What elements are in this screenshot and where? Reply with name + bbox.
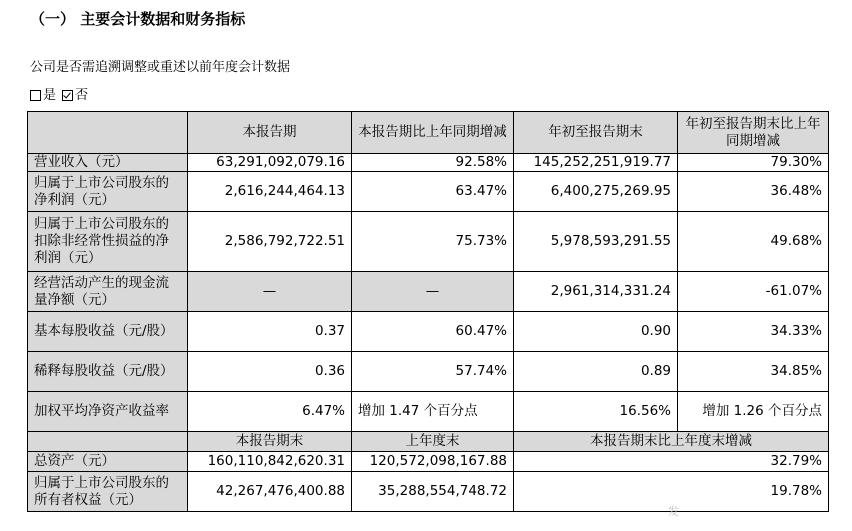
- subheader-last-year-end: 上年度末: [352, 432, 514, 452]
- table-row: [28, 272, 829, 312]
- row-label: 基本每股收益（元/股）: [28, 312, 188, 352]
- cell-change: 32.79%: [514, 452, 829, 472]
- cell-ytd-yoy: 34.33%: [678, 312, 829, 352]
- row-label: 归属于上市公司股东的所有者权益（元）: [28, 472, 188, 512]
- header-current-period: 本报告期: [188, 112, 352, 154]
- row-label: 稀释每股收益（元/股）: [28, 352, 188, 392]
- cell-ytd-yoy: -61.07%: [678, 272, 829, 312]
- cell-ytd: 0.90: [514, 312, 678, 352]
- cell-yoy: 57.74%: [352, 352, 514, 392]
- row-label: 总资产（元）: [28, 452, 188, 472]
- cell-ytd-yoy: 79.30%: [678, 154, 829, 172]
- cell-ytd-yoy: 36.48%: [678, 172, 829, 212]
- cell-ytd: 5,978,593,291.55: [514, 212, 678, 272]
- table-row: [28, 154, 829, 172]
- cell-ytd-yoy: 34.85%: [678, 352, 829, 392]
- table-row: [28, 172, 829, 212]
- cell-ytd-yoy: 49.68%: [678, 212, 829, 272]
- row-label: 加权平均净资产收益率: [28, 392, 188, 432]
- checkbox-empty-icon[interactable]: [30, 90, 41, 101]
- cell-ytd: 2,961,314,331.24: [514, 272, 678, 312]
- cell-period-end: 160,110,842,620.31: [188, 452, 352, 472]
- cell-current: 0.36: [188, 352, 352, 392]
- cell-current: —: [188, 272, 352, 312]
- cell-ytd: 0.89: [514, 352, 678, 392]
- cell-yoy: 75.73%: [352, 212, 514, 272]
- option-no-label: 否: [75, 88, 89, 103]
- cell-last-year-end: 35,288,554,748.72: [352, 472, 514, 512]
- row-label: 归属于上市公司股东的净利润（元）: [28, 172, 188, 212]
- cell-current: 0.37: [188, 312, 352, 352]
- row-label: 营业收入（元）: [28, 154, 188, 172]
- header-ytd: 年初至报告期末: [514, 112, 678, 154]
- row-label: 经营活动产生的现金流量净额（元）: [28, 272, 188, 312]
- watermark: 发: [668, 505, 679, 518]
- section-heading: （一） 主要会计数据和财务指标: [30, 10, 246, 28]
- cell-ytd: 145,252,251,919.77: [514, 154, 678, 172]
- table-row: [28, 352, 829, 392]
- checkbox-checked-icon[interactable]: [62, 90, 73, 101]
- table-row: [28, 472, 829, 512]
- table-header-row: [28, 112, 829, 154]
- table-subheader-row: [28, 432, 829, 452]
- cell-ytd-yoy: 增加 1.26 个百分点: [678, 392, 829, 432]
- cell-ytd: 6,400,275,269.95: [514, 172, 678, 212]
- header-yoy-change: 本报告期比上年同期增减: [352, 112, 514, 154]
- cell-ytd: 16.56%: [514, 392, 678, 432]
- table-row: [28, 392, 829, 432]
- subheader-change: 本报告期末比上年度末增减: [514, 432, 829, 452]
- cell-change: 19.78%: [514, 472, 829, 512]
- financial-indicators-table: [27, 111, 829, 512]
- cell-last-year-end: 120,572,098,167.88: [352, 452, 514, 472]
- table-row: [28, 212, 829, 272]
- cell-yoy: 92.58%: [352, 154, 514, 172]
- cell-period-end: 42,267,476,400.88: [188, 472, 352, 512]
- cell-yoy: 60.47%: [352, 312, 514, 352]
- cell-yoy: —: [352, 272, 514, 312]
- cell-yoy: 增加 1.47 个百分点: [352, 392, 514, 432]
- row-label: 归属于上市公司股东的扣除非经常性损益的净利润（元）: [28, 212, 188, 272]
- cell-current: 2,586,792,722.51: [188, 212, 352, 272]
- cell-yoy: 63.47%: [352, 172, 514, 212]
- header-ytd-yoy-change: 年初至报告期末比上年同期增减: [678, 112, 829, 154]
- table-row: [28, 312, 829, 352]
- option-yes-label: 是: [43, 88, 57, 103]
- subheader-period-end: 本报告期末: [188, 432, 352, 452]
- subheader-empty-cell: [28, 432, 188, 452]
- header-empty-cell: [28, 112, 188, 154]
- cell-current: 63,291,092,079.16: [188, 154, 352, 172]
- cell-current: 6.47%: [188, 392, 352, 432]
- table-row: [28, 452, 829, 472]
- restatement-question: 公司是否需追溯调整或重述以前年度会计数据: [30, 60, 291, 75]
- restatement-options: [30, 84, 88, 103]
- cell-current: 2,616,244,464.13: [188, 172, 352, 212]
